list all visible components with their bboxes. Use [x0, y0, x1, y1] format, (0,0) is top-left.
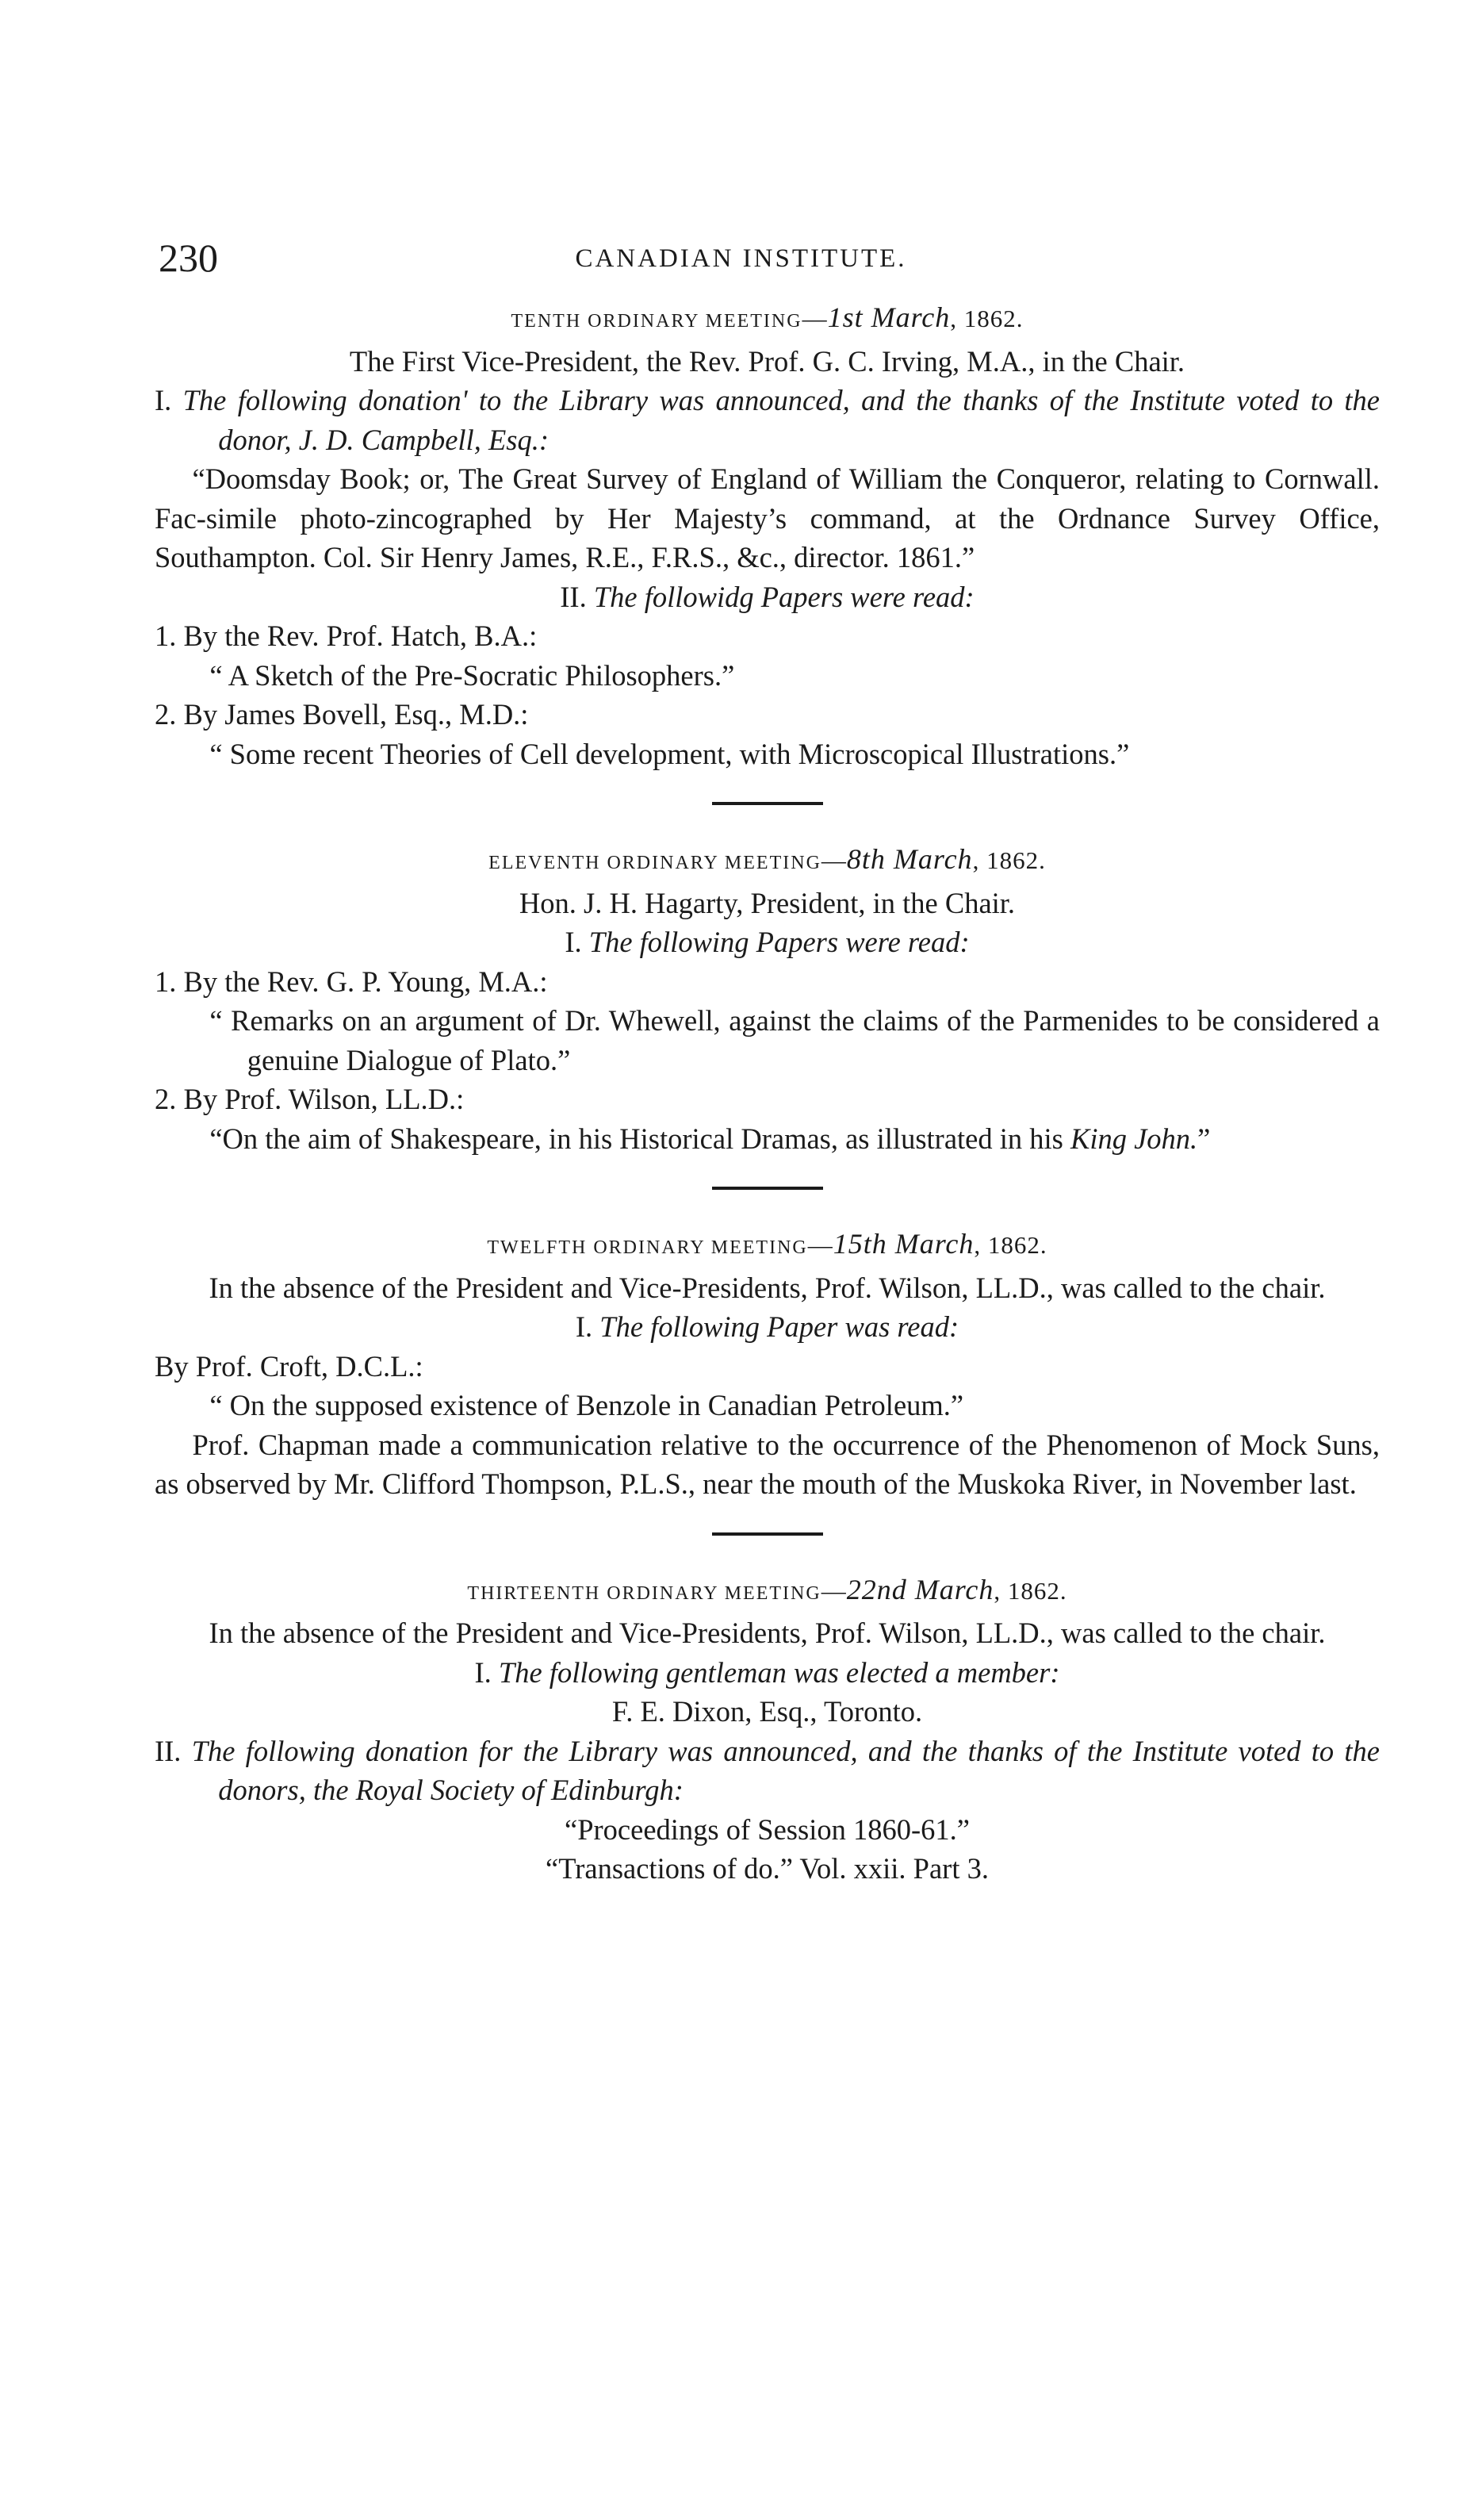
papers-intro-text: The following Papers were read:	[588, 926, 970, 958]
section-divider	[712, 802, 823, 805]
paper-title: “ Some recent Theories of Cell development, with Microscopical Illustrations.”	[209, 737, 1130, 770]
meeting-heading-year: 1862.	[986, 846, 1046, 874]
donation-item: “Transactions of do.” Vol. xxii. Part 3.	[546, 1852, 989, 1885]
chair-line: In the absence of the President and Vice-Presidents, Prof. Wilson, LL.D., was called to the chair.	[209, 1271, 1326, 1304]
papers-intro	[155, 577, 1380, 617]
meeting-heading: TENTH ORDINARY MEETING—1st March, 1862.	[511, 301, 1024, 333]
member-intro-text: The following gentleman was elected a member:	[498, 1655, 1060, 1689]
donation-intro	[155, 381, 1380, 459]
paper-title-italic: King John.	[1070, 1122, 1198, 1155]
tenth-meeting-section	[155, 298, 1380, 773]
meeting-heading-caps: TWELFTH ORDINARY MEETING	[487, 1237, 808, 1258]
section-numeral: II.	[155, 1734, 182, 1767]
meeting-heading: TWELFTH ORDINARY MEETING—15th March, 1862.	[487, 1228, 1047, 1260]
page-number: 230	[159, 236, 218, 280]
paper-intro	[155, 1307, 1380, 1347]
chair-line: In the absence of the President and Vice-Presidents, Prof. Wilson, LL.D., was called to the chair.	[209, 1617, 1326, 1649]
member-name: F. E. Dixon, Esq., Toronto.	[611, 1695, 923, 1728]
section-numeral: II.	[560, 580, 587, 613]
donation-text: “Doomsday Book; or, The Great Survey of England of William the Conqueror, relating to Cornwall. Fac-simile photo-zincographed by Her Majesty’s command, at the Ordnance Survey Office, Southampton. Col. Sir Henry James, R.E., F.R.S., &c., director. 1861.”	[155, 462, 1380, 573]
meeting-heading: ELEVENTH ORDINARY MEETING—8th March, 1862.	[488, 843, 1046, 875]
donation-intro	[155, 1732, 1380, 1810]
section-numeral: I.	[474, 1655, 492, 1689]
meeting-heading-year: 1862.	[987, 1231, 1047, 1259]
paper-title-text: “On the aim of Shakespeare, in his Historical Dramas, as illustrated in his	[209, 1122, 1063, 1155]
section-numeral: I.	[155, 384, 172, 416]
paper-author: 1. By the Rev. G. P. Young, M.A.:	[155, 965, 548, 998]
meeting-heading-caps: THIRTEENTH ORDINARY MEETING	[467, 1582, 821, 1604]
donation-intro-text: The following donation for the Library was announced, and the thanks of the Institute voted to the donors, the Royal Society of Edinburgh:	[191, 1734, 1380, 1806]
paper-title: “ A Sketch of the Pre-Socratic Philosophers.”	[209, 658, 735, 692]
meeting-heading-date: 22nd March	[846, 1573, 994, 1605]
meeting-heading: THIRTEENTH ORDINARY MEETING—22nd March, 1862.	[467, 1573, 1067, 1605]
meeting-heading-year: 1862.	[1007, 1576, 1067, 1605]
papers-intro-text: The followidg Papers were read:	[593, 580, 975, 613]
meeting-heading-date: 15th March	[833, 1228, 975, 1260]
donation-item: “Proceedings of Session 1860-61.”	[565, 1812, 970, 1846]
chair-line: Hon. J. H. Hagarty, President, in the Chair.	[519, 886, 1016, 919]
paper-author: 2. By James Bovell, Esq., M.D.:	[155, 698, 529, 731]
papers-intro	[155, 922, 1380, 962]
eleventh-meeting-section	[155, 840, 1380, 1158]
meeting-heading-date: 1st March	[827, 301, 951, 333]
member-intro	[155, 1653, 1380, 1693]
running-title: CANADIAN INSTITUTE.	[575, 244, 907, 273]
paper-author: By Prof. Croft, D.C.L.:	[155, 1349, 423, 1383]
paper-author: 1. By the Rev. Prof. Hatch, B.A.:	[155, 619, 538, 652]
donation-intro-text: The following donation' to the Library was announced, and the thanks of the Institute voted to the donor, J. D. Campbell, Esq.:	[182, 384, 1381, 456]
section-divider	[712, 1187, 823, 1190]
meeting-heading-caps: TENTH ORDINARY MEETING	[511, 311, 802, 332]
chair-line: The First Vice-President, the Rev. Prof. G. C. Irving, M.A., in the Chair.	[349, 344, 1185, 378]
paper-title-close-quote: ”	[1197, 1122, 1211, 1155]
paper-title	[155, 1119, 1380, 1159]
paper-intro-text: The following Paper was read:	[599, 1310, 959, 1343]
twelfth-meeting-section	[155, 1225, 1380, 1504]
paper-title: “ Remarks on an argument of Dr. Whewell, against the claims of the Parmenides to be considered a genuine Dialogue of Plato.”	[209, 1004, 1380, 1076]
section-numeral: I.	[565, 926, 582, 958]
paper-title: “ On the supposed existence of Benzole in Canadian Petroleum.”	[209, 1389, 964, 1421]
meeting-heading-date: 8th March	[846, 843, 973, 875]
thirteenth-meeting-section	[155, 1571, 1380, 1889]
meeting-heading-caps: ELEVENTH ORDINARY MEETING	[488, 853, 821, 873]
section-divider	[712, 1532, 823, 1536]
paper-author: 2. By Prof. Wilson, LL.D.:	[155, 1083, 465, 1115]
section-numeral: I.	[575, 1310, 593, 1343]
page-body	[155, 298, 1380, 1889]
meeting-heading-year: 1862.	[963, 305, 1024, 332]
communication-text: Prof. Chapman made a communication relative to the occurrence of the Phenomenon of Mock Suns, as observed by Mr. Clifford Thompson, P.L.S., near the mouth of the Muskoka River, in November last.	[155, 1428, 1380, 1500]
page-header	[0, 235, 1482, 282]
